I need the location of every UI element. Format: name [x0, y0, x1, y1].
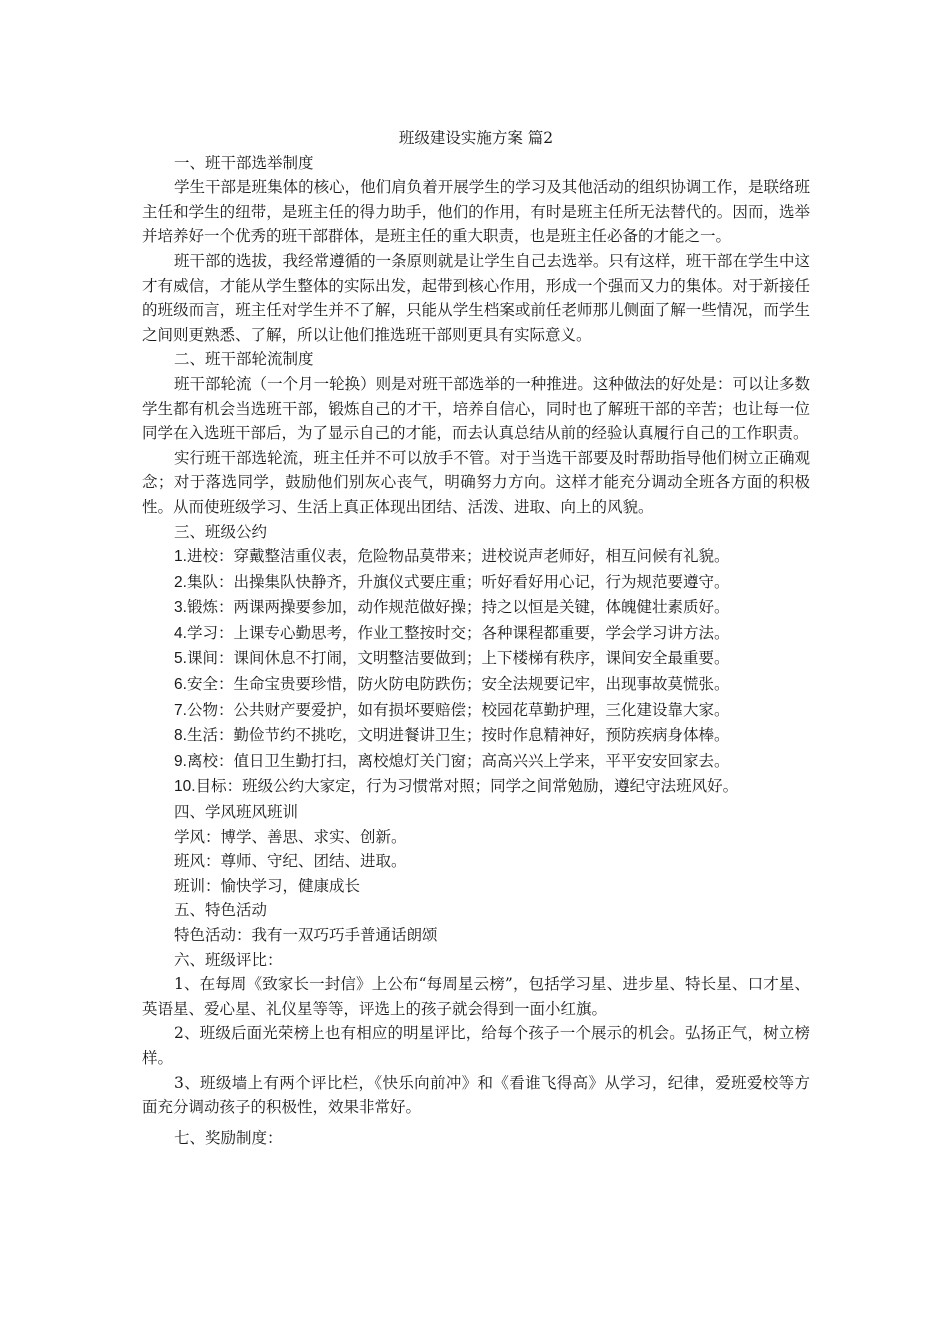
list-item [142, 672, 810, 698]
section-heading-2: 二、班干部轮流制度 [174, 350, 314, 369]
section-heading-3: 三、班级公约 [174, 522, 268, 541]
study-style-line: 学风：博学、善思、求实、创新。 [174, 827, 407, 846]
list-item-number: 5. [174, 650, 187, 668]
list-item-number: 8. [174, 727, 187, 745]
list-item-number: 9. [174, 752, 187, 770]
document-title: 班级建设实施方案 篇2 [398, 129, 554, 147]
document-body [142, 126, 810, 1150]
list-item-number: 4. [174, 624, 187, 642]
list-item-text: 公物：公共财产要爱护，如有损坏要赔偿；校园花草勤护理，三化建设靠大家。 [186, 700, 730, 719]
list-item-number: 7. [174, 701, 187, 719]
class-convention-list [142, 544, 810, 800]
paragraph: 1、在每周《致家长一封信》上公布“每周星云榜”，包括学习星、进步星、特长星、口才星、英语星、爱心星、礼仪星等等，评选上的孩子就会得到一面小红旗。 [142, 975, 810, 1018]
list-item-number: 1. [174, 548, 187, 566]
list-item-text: 目标：班级公约大家定，行为习惯常对照；同学之间常勉励，遵纪守法班风好。 [195, 777, 739, 796]
class-style-line: 班风：尊师、守纪、团结、进取。 [174, 852, 407, 871]
section-heading-5: 五、特色活动 [174, 901, 268, 920]
paragraph: 班干部轮流（一个月一轮换）则是对班干部选举的一种推进。这种做法的好处是：可以让多数学生都有机会当选班干部，锻炼自己的才干，培养自信心，同时也了解班干部的辛苦；也让每一位同学在入选班干部后，为了显示自己的才能，而去认真总结从前的经验认真履行自己的工作职责。 [142, 374, 810, 443]
section-heading-4: 四、学风班风班训 [174, 803, 299, 822]
list-item [142, 570, 810, 596]
class-motto-line: 班训：愉快学习，健康成长 [174, 876, 361, 895]
list-item-text: 安全：生命宝贵要珍惜，防火防电防跌伤；安全法规要记牢，出现事故莫慌张。 [186, 675, 730, 694]
list-item-number: 3. [174, 599, 187, 617]
list-item-text: 生活：勤俭节约不挑吃，文明进餐讲卫生；按时作息精神好，预防疾病身体棒。 [186, 726, 730, 745]
list-item [142, 774, 810, 800]
featured-activity-line: 特色活动：我有一双巧巧手普通话朗颂 [174, 926, 438, 944]
list-item-text: 课间：课间休息不打闹，文明整洁要做到；上下楼梯有秩序，课间安全最重要。 [186, 649, 730, 668]
list-item [142, 749, 810, 775]
paragraph: 实行班干部选轮流，班主任并不可以放手不管。对于当选干部要及时帮助指导他们树立正确观念；对于落选同学，鼓励他们别灰心丧气，明确努力方向。这样才能充分调动全班各方面的积极性。从而使班级学习、生活上真正体现出团结、活泼、进取、向上的风貌。 [142, 448, 810, 516]
list-item [142, 544, 810, 570]
list-item-number: 6. [174, 676, 187, 694]
list-item [142, 621, 810, 647]
list-item-text: 进校：穿戴整洁重仪表，危险物品莫带来；进校说声老师好，相互问候有礼貌。 [186, 547, 730, 566]
paragraph: 2、班级后面光荣榜上也有相应的明星评比，给每个孩子一个展示的机会。弘扬正气，树立榜样。 [142, 1024, 810, 1067]
list-item-text: 集队：出操集队快静齐，升旗仪式要庄重；听好看好用心记，行为规范要遵守。 [186, 572, 730, 591]
list-item-text: 离校：值日卫生勤打扫，离校熄灯关门窗；高高兴兴上学来，平平安安回家去。 [186, 751, 730, 770]
list-item-text: 锻炼：两课两操要参加，动作规范做好操；持之以恒是关键，体魄健壮素质好。 [186, 598, 730, 617]
list-item [142, 595, 810, 621]
list-item-number: 10. [174, 778, 196, 796]
section-heading-7: 七、奖励制度： [174, 1128, 283, 1147]
section-heading-6: 六、班级评比： [174, 950, 283, 969]
list-item-text: 学习：上课专心勤思考，作业工整按时交；各种课程都重要，学会学习讲方法。 [186, 623, 730, 642]
list-item-number: 2. [174, 573, 187, 591]
section-heading-1: 一、班干部选举制度 [174, 153, 314, 172]
paragraph: 3、班级墙上有两个评比栏，《快乐向前冲》和《看谁飞得高》从学习，纪律，爱班爱校等方面充分调动孩子的积极性，效果非常好。 [142, 1073, 810, 1117]
paragraph: 班干部的选拔，我经常遵循的一条原则就是让学生自己去选举。只有这样，班干部在学生中这才有威信，才能从学生整体的实际出发，起带到核心作用，形成一个强而又力的集体。对于新接任的班级而言，班主任对学生并不了解，只能从学生档案或前任老师那儿侧面了解一些情况，而学生之间则更熟悉、了解，所以让他们推选班干部则更具有实际意义。 [142, 251, 810, 344]
list-item [142, 698, 810, 724]
list-item [142, 723, 810, 749]
list-item [142, 646, 810, 672]
paragraph: 学生干部是班集体的核心，他们肩负着开展学生的学习及其他活动的组织协调工作，是联络班主任和学生的纽带，是班主任的得力助手，他们的作用，有时是班主任所无法替代的。因而，选举并培养好一个优秀的班干部群体，是班主任的重大职责，也是班主任必备的才能之一。 [142, 178, 810, 246]
